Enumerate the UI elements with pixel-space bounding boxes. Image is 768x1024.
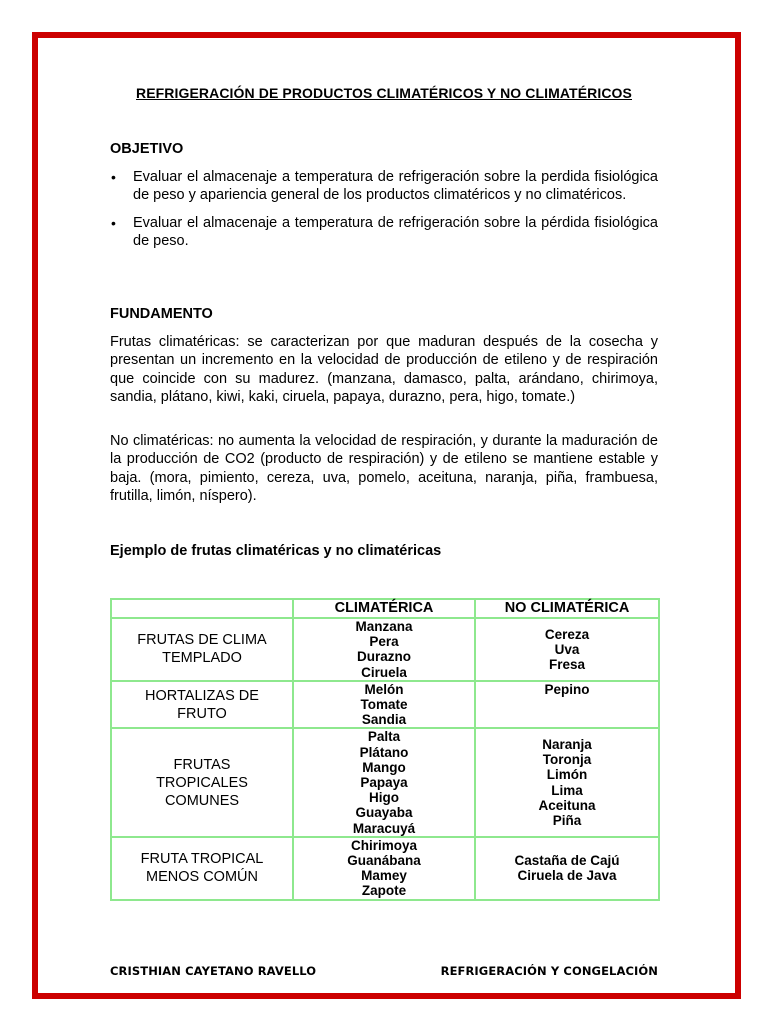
fruit-item: Chirimoya [350,837,418,853]
fruit-item: Papaya [360,775,408,791]
table-row [111,837,659,900]
bullet-icon: • [111,214,116,231]
climaterica-cell [293,837,475,900]
fruit-item: Aceituna [538,797,596,813]
fruit-item: Piña [552,813,582,829]
fruit-item: Fresa [548,657,586,672]
category-cell: FRUTAS DE CLIMA TEMPLADO [111,618,293,681]
objetivo-list [110,168,658,251]
fundamento-heading: FUNDAMENTO [110,306,213,322]
no-climaterica-cell [475,837,659,900]
table-heading: Ejemplo de frutas climatéricas y no climatéricas [110,543,442,559]
fundamento-paragraph: Frutas climatéricas: se caracterizan por que maduran después de la cosecha y presentan un incremento en la velocidad de producción de etileno y de respiración que coincide con su madurez. (manzana, damasco, palta, arándano, chirimoya, sandia, plátano, kiwi, kaki, ciruela, papaya, durazno, pera, higo, tomate.) [110,334,658,406]
category-cell: FRUTA TROPICAL MENOS COMÚN [111,837,293,900]
fruit-item: Ciruela [361,664,407,680]
objetivo-bullet [110,168,658,205]
objetivo-heading: OBJETIVO [110,141,184,157]
fruit-item: Manzana [355,619,413,634]
category-cell: FRUTAS TROPICALES COMUNES [111,728,293,836]
fruit-item: Palta [367,729,401,745]
fruit-item: Maracuyá [352,820,416,836]
fruit-item: Guayaba [355,805,413,821]
fruit-item: Castaña de Cajú [514,853,620,869]
table-header-row [111,599,659,618]
fruit-item: Toronja [542,752,592,768]
no-climaterica-cell [475,618,659,681]
fruit-item: Durazno [357,649,411,665]
objetivo-bullet-text: Evaluar el almacenaje a temperatura de refrigeración sobre la pérdida fisiológica de peso. [133,214,658,250]
no-climaterica-cell [475,728,659,836]
fruit-item: Sandia [361,712,407,728]
fruit-item: Melón [364,681,404,697]
table-row [111,618,659,681]
objetivo-bullet-text: Evaluar el almacenaje a temperatura de refrigeración sobre la perdida fisiológica de peso y apariencia general de los productos climatéricos y no climatéricos. [133,169,658,204]
fruit-item: Higo [369,790,399,806]
footer-author: CRISTHIAN CAYETANO RAVELLO [110,964,317,978]
fruit-item: Mamey [361,868,407,884]
fruit-item: Zapote [361,883,407,899]
table-row [111,728,659,836]
fruit-item: Mango [362,759,406,775]
fruit-table [110,598,660,901]
fruit-item: Plátano [359,744,409,760]
fundamento-paragraph: No climatéricas: no aumenta la velocidad de respiración, y durante la maduración de la producción de CO2 (producto de respiración) y de etileno se mantiene estable y baja. (mora, pimiento, cereza, uva, pomelo, aceituna, naranja, piña, frambuesa, frutilla, limón, níspero). [110,433,658,505]
fruit-item: Limón [546,767,588,783]
no-climaterica-cell [475,681,659,729]
climaterica-cell [293,728,475,836]
fruit-item: Tomate [360,697,408,713]
fruit-item: Ciruela de Java [517,868,617,884]
climaterica-cell [293,618,475,681]
fruit-item: Uva [554,641,580,657]
table-body [111,618,659,900]
bullet-icon: • [111,169,116,185]
fruit-item: Naranja [542,737,592,753]
table-row [111,681,659,729]
table-header-cell [111,599,293,618]
fruit-item: Guanábana [347,853,421,869]
table-header-cell: NO CLIMATÉRICA [475,599,659,618]
climaterica-cell [293,681,475,729]
document-title: REFRIGERACIÓN DE PRODUCTOS CLIMATÉRICOS Y NO CLIMATÉRICOS [136,85,632,101]
table-header-cell: CLIMATÉRICA [293,599,475,618]
category-cell: HORTALIZAS DE FRUTO [111,681,293,729]
footer-course: REFRIGERACIÓN Y CONGELACIÓN [440,964,658,978]
fruit-item: Pepino [544,681,590,697]
fruit-item: Pera [369,634,399,650]
objetivo-bullet [110,214,658,251]
fruit-item: Cereza [544,626,590,642]
fruit-item: Lima [551,782,583,798]
